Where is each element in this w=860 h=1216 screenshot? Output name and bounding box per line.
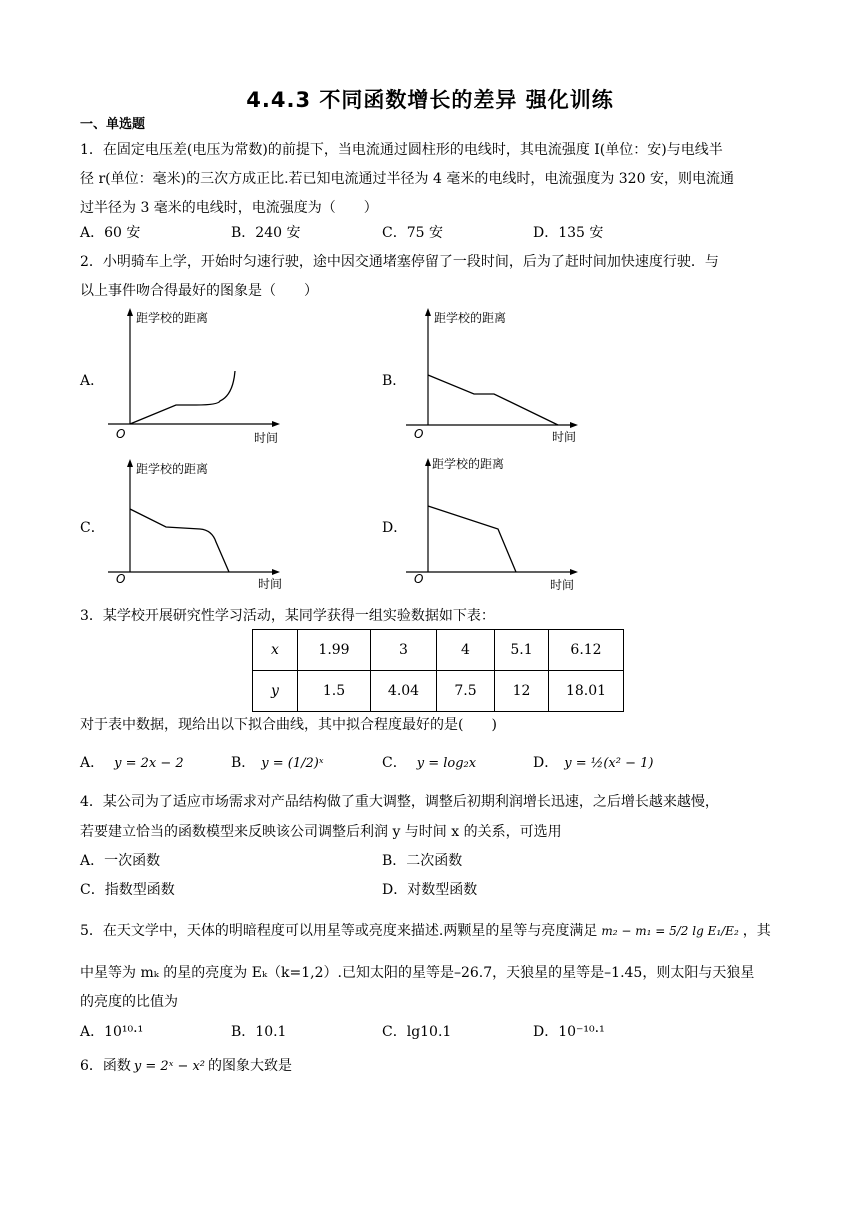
q3-option-d: D． y = ½(x² − 1) (533, 755, 654, 771)
q4-option-c: C．指数型函数 (80, 882, 175, 898)
x-axis-label: 时间 (550, 578, 575, 592)
q1-line-1: 1．在固定电压差(电压为常数)的前提下，当电流通过圆柱形的电线时，其电流强度 I(单位：安)与电线半 (80, 142, 723, 158)
q6-line-1: 6．函数 y = 2ˣ − x² 的图象大致是 (80, 1058, 293, 1074)
page-title: 4.4.3 不同函数增长的差异 强化训练 (246, 88, 614, 112)
q3-option-c: C． y = log₂x (382, 755, 477, 771)
formula-a: y = 2x − 2 (114, 756, 184, 771)
origin-label: O (116, 427, 126, 441)
q1-option-a: A．60 安 (80, 225, 141, 241)
q3-option-b: B． y = (1/2)ˣ (231, 755, 324, 771)
x-axis-arrow (570, 569, 578, 575)
q2-line-1: 2．小明骑车上学，开始时匀速行驶，途中因交通堵塞停留了一段时间，后为了赶时间加快速度行驶．与 (80, 254, 719, 270)
curve (130, 371, 235, 424)
table-cell: 1.99 (298, 630, 371, 671)
table-cell: 4.04 (371, 671, 437, 712)
formula-d: y = ½(x² − 1) (564, 756, 654, 771)
y-axis-arrow (127, 459, 133, 467)
table-cell: 6.12 (549, 630, 624, 671)
table-row-x (253, 630, 624, 671)
q2-graph-a-label: A． (80, 373, 105, 389)
q2-graph-c (108, 456, 288, 601)
x-axis-arrow (570, 422, 578, 428)
origin-label: O (414, 427, 424, 441)
q2-graph-b (406, 305, 586, 450)
q2-graph-a (108, 305, 288, 450)
y-axis-arrow (425, 308, 431, 316)
origin-label: O (116, 572, 126, 586)
formula-c: y = log₂x (416, 756, 477, 771)
q3-option-a: A． y = 2x − 2 (80, 755, 184, 771)
q4-option-b: B．二次函数 (382, 853, 463, 869)
q3-data-table (252, 629, 624, 712)
q5-formula: m₂ − m₁ = 5/2 lg E₁/E₂ (601, 924, 739, 938)
q2-graph-c-label: C． (80, 520, 105, 536)
y-axis-arrow (425, 458, 431, 466)
q5-option-c: C．lg10.1 (382, 1024, 452, 1040)
table-cell: 18.01 (549, 671, 624, 712)
table-cell: 12 (495, 671, 549, 712)
q5-line-1: 5．在天文学中，天体的明暗程度可以用星等或亮度来描述.两颗星的星等与亮度满足 m₂ − m₁ = 5/2 lg E₁/E₂ ，其 (80, 923, 771, 939)
x-axis-arrow (272, 421, 280, 427)
q1-line-3: 过半径为 3 毫米的电线时，电流强度为（ ） (80, 200, 378, 216)
origin-label: O (414, 572, 424, 586)
curve (428, 506, 516, 572)
formula-b: y = (1/2)ˣ (261, 756, 324, 771)
q3-line-2: 对于表中数据，现给出以下拟合曲线，其中拟合程度最好的是( ) (80, 717, 497, 733)
y-axis-label: 距学校的距离 (434, 311, 507, 325)
q5-option-b: B．10.1 (231, 1024, 287, 1040)
curve (428, 375, 558, 425)
x-axis-label: 时间 (258, 577, 283, 591)
q1-option-c: C．75 安 (382, 225, 443, 241)
q6-formula: y = 2ˣ − x² (133, 1059, 206, 1074)
q1-line-2: 径 r(单位：毫米)的三次方成正比.若已知电流通过半径为 4 毫米的电线时，电流强度为 320 安，则电流通 (80, 171, 734, 187)
q2-graph-b-label: B． (382, 373, 407, 389)
y-axis-label: 距学校的距离 (136, 462, 209, 476)
section-heading: 一、单选题 (80, 117, 146, 132)
q4-line-1: 4．某公司为了适应市场需求对产品结构做了重大调整，调整后初期利润增长迅速，之后增长越来越慢， (80, 794, 719, 810)
q2-graph-d (406, 455, 586, 600)
q5-option-d: D．10⁻¹⁰·¹ (533, 1024, 605, 1040)
q5-option-a: A．10¹⁰·¹ (80, 1024, 144, 1040)
table-cell: 1.5 (298, 671, 371, 712)
table-row-y (253, 671, 624, 712)
q5-line-3: 的亮度的比值为 (80, 994, 178, 1010)
q1-option-d: D．135 安 (533, 225, 604, 241)
table-cell: 4 (437, 630, 495, 671)
table-cell: 7.5 (437, 671, 495, 712)
curve (130, 509, 229, 572)
x-axis-arrow (272, 569, 280, 575)
y-axis-arrow (127, 308, 133, 316)
table-cell: 3 (371, 630, 437, 671)
y-axis-label: 距学校的距离 (432, 457, 505, 471)
table-cell: 5.1 (495, 630, 549, 671)
table-cell: x (253, 630, 298, 671)
q4-line-2: 若要建立恰当的函数模型来反映该公司调整后利润 y 与时间 x 的关系，可选用 (80, 824, 562, 840)
q5-line-2: 中星等为 mₖ 的星的亮度为 Eₖ（k=1,2）.已知太阳的星等是–26.7，天狼星的星等是–1.45，则太阳与天狼星 (80, 965, 755, 981)
q2-line-2: 以上事件吻合得最好的图象是（ ） (80, 283, 318, 299)
q3-line-1: 3．某学校开展研究性学习活动，某同学获得一组实验数据如下表： (80, 608, 495, 624)
x-axis-label: 时间 (254, 431, 279, 445)
q4-option-a: A．一次函数 (80, 853, 161, 869)
q4-option-d: D．对数型函数 (382, 882, 478, 898)
table-cell: y (253, 671, 298, 712)
y-axis-label: 距学校的距离 (136, 311, 209, 325)
x-axis-label: 时间 (552, 430, 577, 444)
q2-graph-d-label: D． (382, 520, 408, 536)
q1-option-b: B．240 安 (231, 225, 301, 241)
